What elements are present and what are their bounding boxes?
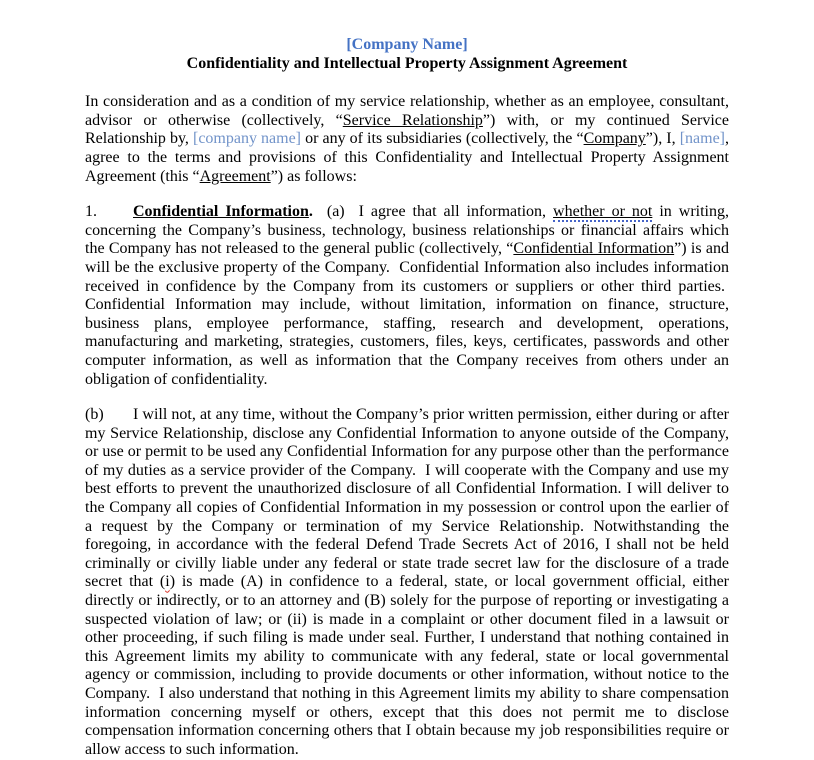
section-1-heading: Confidential Information [133, 203, 309, 221]
section-b-text-2: ) is made (A) in confidence to a federal, state, or local government official, either directly or indirectly, or to an attorney and (B) solely for the purpose of reporting or investigating a suspected violation of law; or (ii) is made in a complaint or other document filed in a lawsuit or other proceeding, if such filing is made under seal. Further, I understand that nothing contained in this Agreement limits my ability to communicate with any federal, state or local governmental agency or commission, including to provide documents or other information, without notice to the Company. I also understand that nothing in this Agreement limits my ability to share compensation information concerning myself or others, except that this does not permit me to disclose compensation information concerning others that I obtain because my job responsibilities require or allow access to such information. [85, 573, 729, 758]
section-b-label: (b) [85, 406, 104, 424]
intro-text-3: or any of its subsidiaries (collectively, the “ [301, 130, 584, 148]
section-1-number: 1. [85, 203, 97, 221]
defined-term-confidential-information: Confidential Information [513, 240, 675, 258]
section-1-paragraph [85, 203, 729, 389]
intro-text-4: ”), I, [645, 130, 680, 148]
spellcheck-flagged-i: i [165, 573, 170, 591]
section-b-paragraph [85, 406, 729, 759]
intro-text-1: In consideration and as a condition of my service relationship, whether as an employee, consultant, advisor or otherwise (collectively, “ [85, 93, 729, 129]
section-1-heading-period: . [308, 203, 313, 221]
defined-term-company: Company [583, 130, 646, 148]
section-1-text-1: (a) I agree that all information, [312, 203, 554, 221]
defined-term-agreement: Agreement [199, 167, 271, 185]
company-name-inline-placeholder[interactable]: [company name] [192, 130, 302, 148]
section-1-text-3: ”) is and will be the exclusive property of the Company. Confidential Information also includes information received in confidence by the Company from its customers or suppliers or other third parties. Confidential Information may include, without limitation, information on finance, structure, business plans, employee performance, staffing, research and development, operations, manufacturing and marketing, strategies, customers, files, keys, certificates, passwords and other computer information, as well as information that the Company receives from others under an obligation of confidentiality. [85, 240, 730, 388]
defined-term-service-relationship: Service Relationship [342, 111, 483, 129]
company-name-placeholder[interactable]: [Company Name] [346, 36, 468, 53]
intro-text-2: ”) with, or my continued Service Relationship by, [85, 111, 730, 148]
intro-paragraph [85, 93, 729, 186]
intro-text-5: , agree to the terms and provisions of this Confidentiality and Intellectual Property Assignment Agreement (this “ [85, 130, 730, 185]
section-1-text-2: in writing, concerning the Company’s business, technology, business relationships or financial affairs which the Company has not released to the general public (collectively, “ [85, 203, 729, 258]
name-inline-placeholder[interactable]: [name] [679, 130, 726, 148]
intro-text-6: ”) as follows: [270, 167, 357, 185]
document-title: Confidentiality and Intellectual Property Assignment Agreement [186, 54, 628, 72]
grammar-flagged-phrase: whether or not [553, 203, 653, 221]
section-b-text-1: I will not, at any time, without the Company’s prior written permission, either during or after my Service Relationship, disclose any Confidential Information to anyone outside of the Company, or use or permit to be used any Confidential Information for any purpose other than the performance of my duties as a service provider of the Company. I will cooperate with the Company and use my best efforts to prevent the unauthorized disclosure of all Confidential Information. I will deliver to the Company all copies of Confidential Information in my possession or control upon the earlier of a request by the Company or termination of my Service Relationship. Notwithstanding the foregoing, in accordance with the federal Defend Trade Secrets Act of 2016, I shall not be held criminally or civilly liable under any federal or state trade secret law for the disclosure of a trade secret that ( [85, 406, 729, 591]
